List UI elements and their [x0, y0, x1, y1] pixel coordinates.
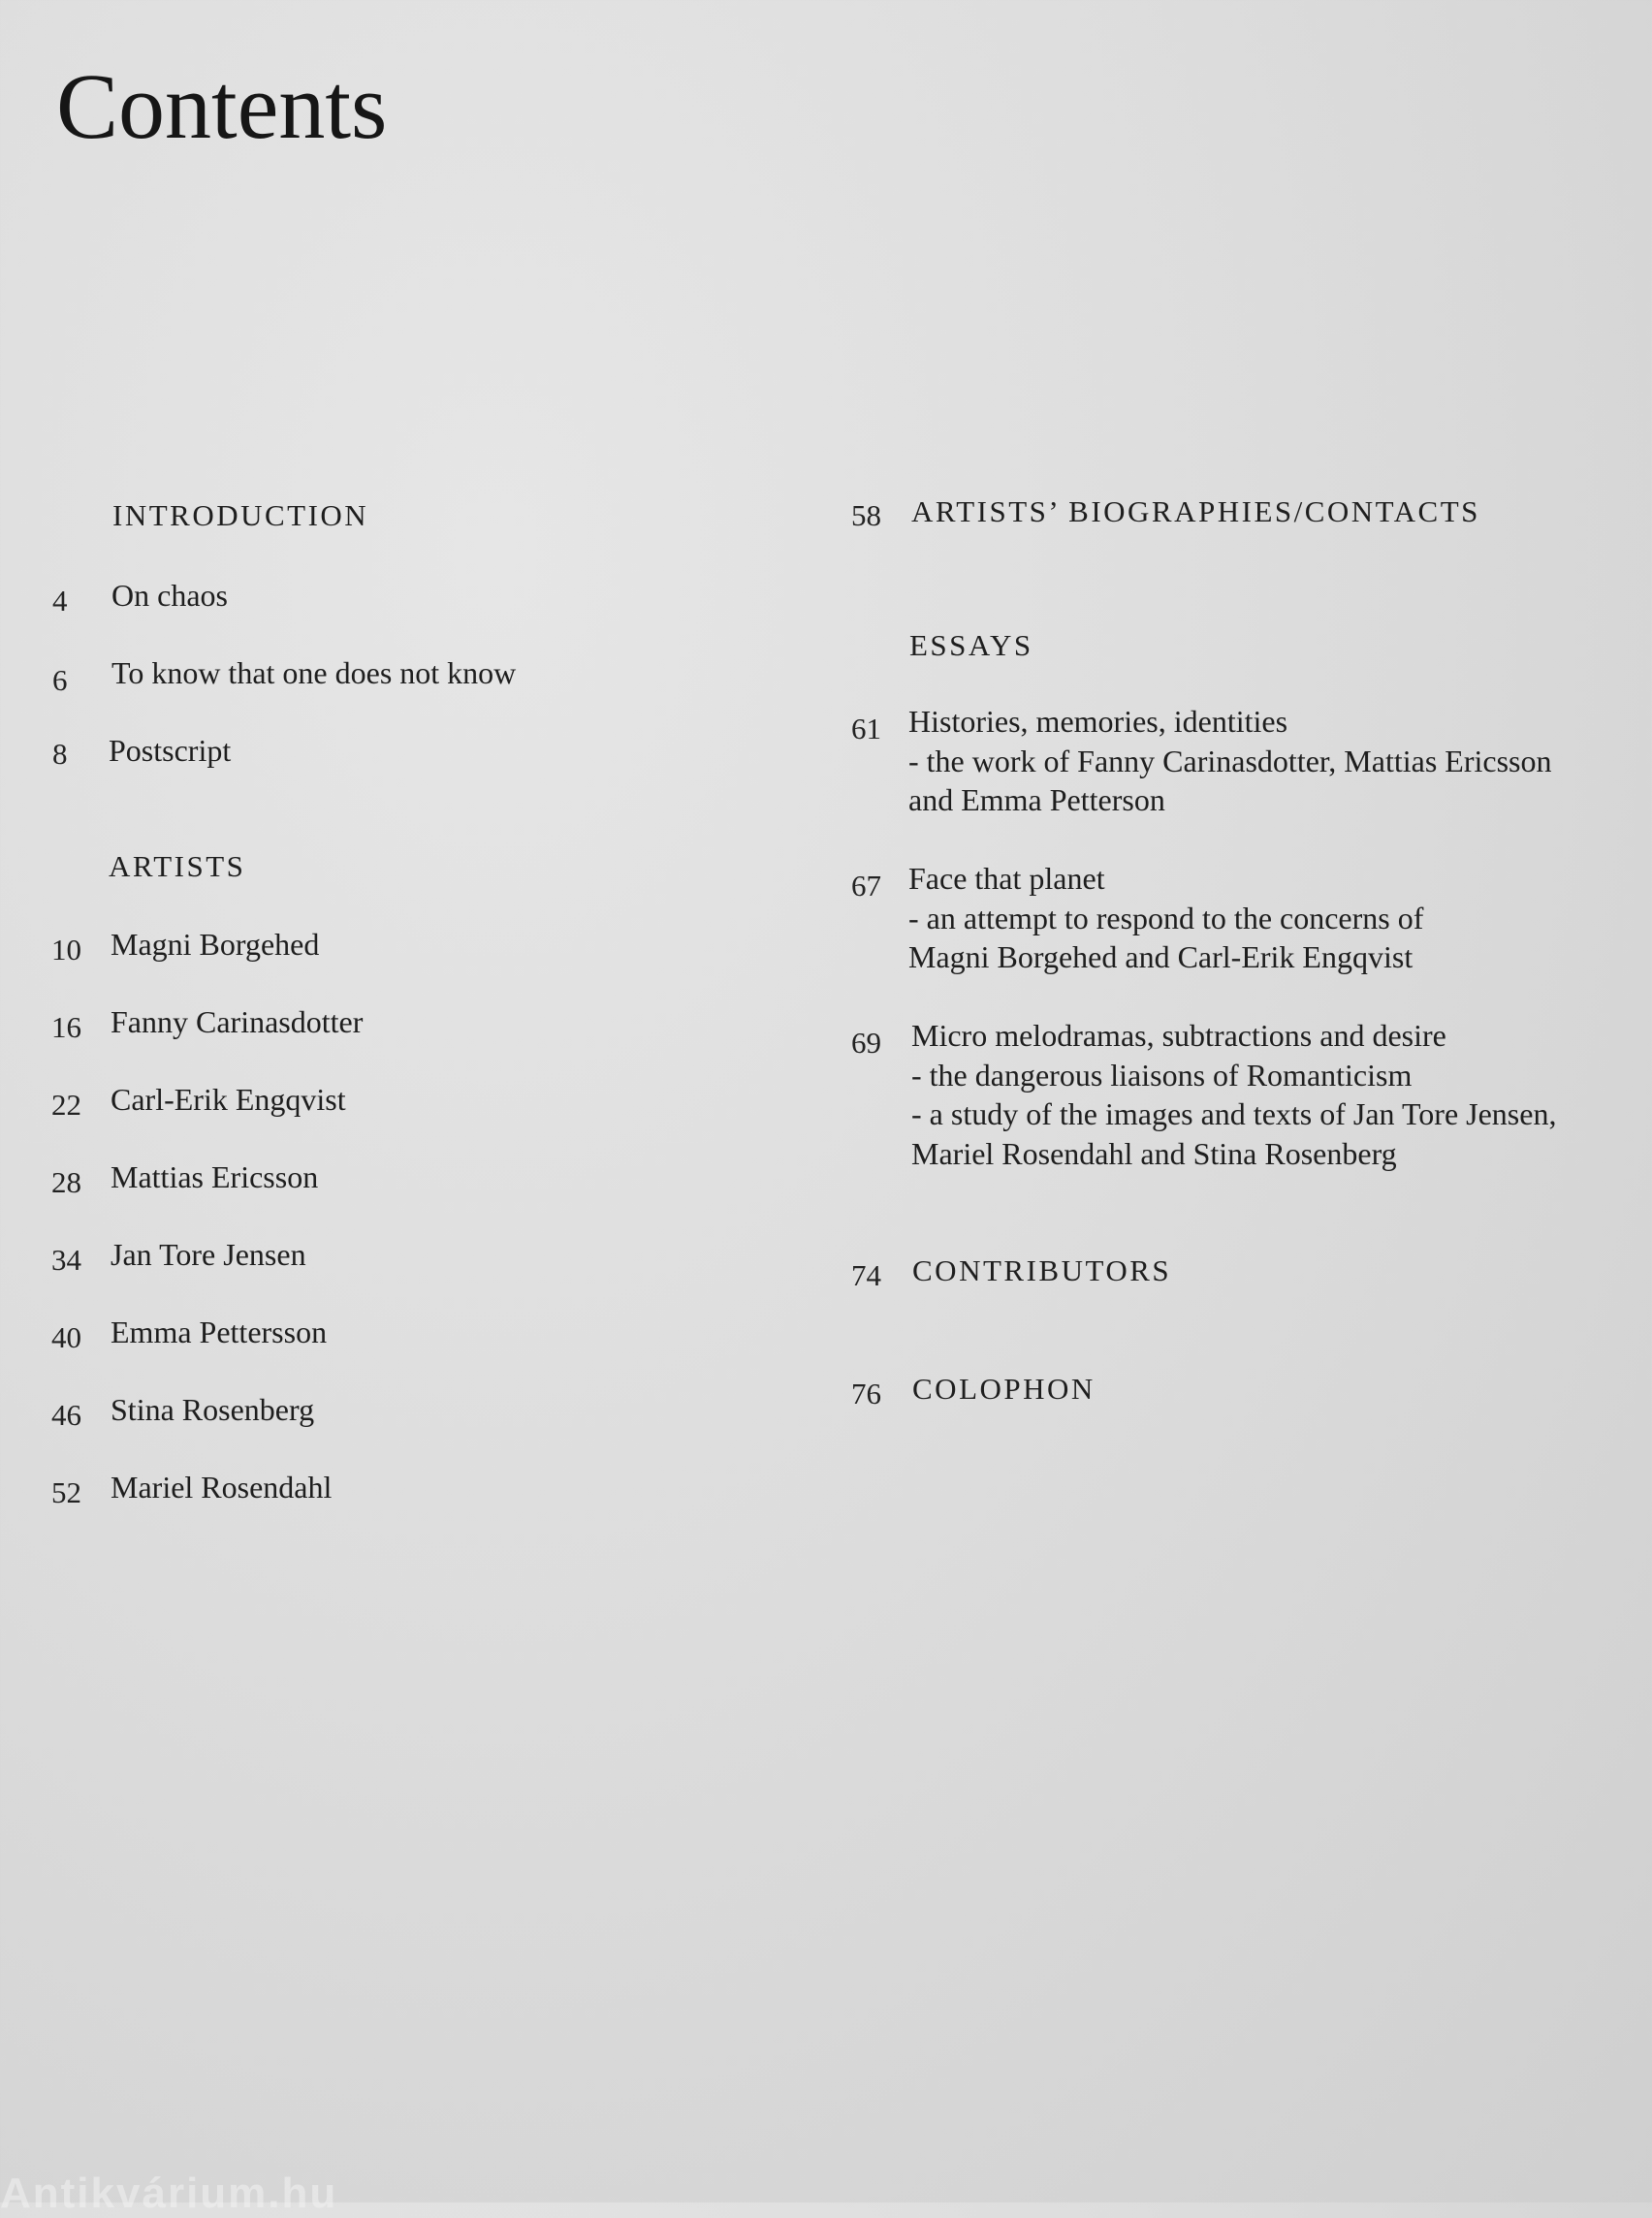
essay-subtitle-line: - an attempt to respond to the concerns of	[908, 900, 1424, 935]
toc-entry-colophon[interactable]: COLOPHON	[912, 1372, 1096, 1406]
toc-page-number: 76	[851, 1377, 881, 1410]
toc-entry-artist[interactable]: Mattias Ericsson	[111, 1159, 319, 1194]
page-title: Contents	[56, 54, 388, 158]
essay-subtitle-line: - the work of Fanny Carinasdotter, Mattias Ericsson	[908, 743, 1552, 778]
essay-title-line: Micro melodramas, subtractions and desire	[911, 1018, 1446, 1053]
toc-page-number: 28	[51, 1165, 81, 1199]
toc-entry-contributors[interactable]: CONTRIBUTORS	[912, 1253, 1172, 1287]
essay-subtitle-line: - the dangerous liaisons of Romanticism	[911, 1057, 1413, 1093]
essay-subtitle-line: Mariel Rosendahl and Stina Rosenberg	[911, 1135, 1397, 1171]
toc-page-number: 6	[52, 663, 68, 697]
toc-page-number: 74	[851, 1258, 881, 1292]
essay-title-line: Histories, memories, identities	[908, 704, 1288, 739]
essay-subtitle-line: Magni Borgehed and Carl-Erik Engqvist	[908, 939, 1414, 974]
toc-page-number: 69	[851, 1026, 881, 1060]
toc-entry-biographies[interactable]: ARTISTS’ BIOGRAPHIES/CONTACTS	[911, 494, 1480, 528]
toc-page-number: 58	[851, 498, 881, 532]
toc-page-number: 61	[851, 712, 881, 745]
toc-entry-essay[interactable]	[911, 1016, 1556, 1173]
toc-entry-postscript[interactable]: Postscript	[109, 733, 232, 768]
toc-entry-artist[interactable]: Carl-Erik Engqvist	[111, 1082, 346, 1117]
toc-entry-artist[interactable]: Emma Pettersson	[111, 1315, 328, 1349]
essay-title-line: Face that planet	[908, 861, 1105, 896]
essay-subtitle-line: and Emma Petterson	[908, 782, 1165, 817]
toc-page-number: 16	[51, 1010, 81, 1044]
toc-entry-artist[interactable]: Fanny Carinasdotter	[111, 1004, 364, 1039]
essay-subtitle-line: - a study of the images and texts of Jan Tore Jensen,	[911, 1096, 1557, 1131]
toc-page-number: 40	[51, 1320, 81, 1354]
toc-entry-artist[interactable]: Jan Tore Jensen	[111, 1237, 306, 1272]
toc-entry-artist[interactable]: Stina Rosenberg	[111, 1392, 315, 1427]
toc-page-number: 8	[52, 737, 68, 771]
section-heading-essays: ESSAYS	[909, 628, 1033, 662]
section-heading-artists: ARTISTS	[109, 849, 246, 883]
toc-entry-essay[interactable]	[908, 702, 1551, 820]
toc-page-number: 46	[51, 1398, 81, 1432]
toc-entry-on-chaos[interactable]: On chaos	[111, 578, 228, 613]
toc-entry-artist[interactable]: Magni Borgehed	[111, 927, 320, 962]
toc-entry-to-know[interactable]: To know that one does not know	[111, 655, 517, 690]
toc-page-number: 34	[51, 1243, 81, 1277]
section-heading-introduction: INTRODUCTION	[112, 498, 369, 532]
toc-entry-essay[interactable]	[908, 859, 1423, 977]
toc-page-number: 22	[51, 1088, 81, 1122]
toc-page-number: 10	[51, 933, 81, 966]
toc-page-number: 52	[51, 1475, 81, 1509]
toc-page-number: 4	[52, 584, 68, 618]
toc-entry-artist[interactable]: Mariel Rosendahl	[111, 1470, 333, 1505]
watermark: Antikvárium.hu	[0, 2170, 338, 2217]
toc-page-number: 67	[851, 869, 881, 903]
